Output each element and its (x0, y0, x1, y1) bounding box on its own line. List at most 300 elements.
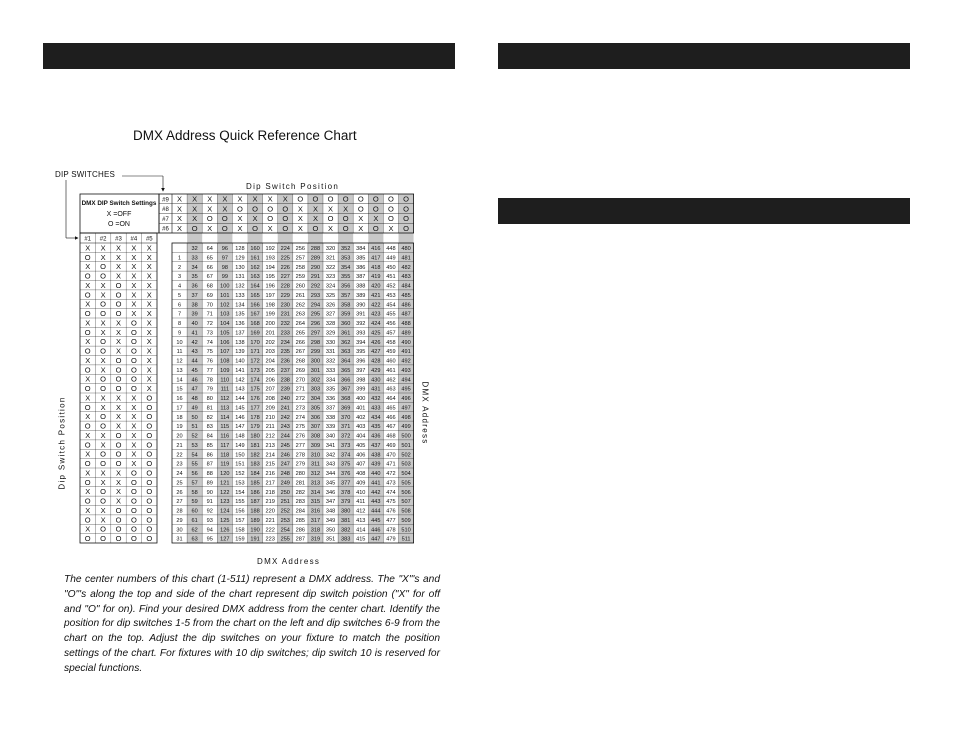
dmx-address-cell: 2 (177, 264, 182, 271)
dmx-address-cell: 212 (265, 433, 275, 440)
dmx-address-cell: 418 (371, 264, 381, 271)
left-switch-mark: X (146, 290, 152, 300)
dmx-address-cell: 72 (206, 321, 213, 327)
top-switch-mark: O (342, 223, 349, 233)
settings-legend-on: O =ON (108, 221, 130, 228)
left-switch-mark: O (100, 346, 107, 356)
dmx-address-cell: 180 (250, 433, 260, 440)
dmx-address-cell: 46 (191, 377, 198, 384)
left-switch-mark: X (146, 374, 152, 384)
dmx-address-cell: 82 (206, 414, 213, 421)
dmx-address-cell: 345 (325, 480, 336, 487)
left-switch-mark: X (100, 393, 106, 403)
dmx-address-cell: 142 (235, 377, 245, 384)
dmx-address-cell: 358 (340, 302, 351, 309)
dmx-address-cell: 305 (310, 405, 321, 412)
left-switch-mark: O (84, 477, 91, 487)
dmx-address-cell: 186 (250, 489, 260, 496)
left-switch-mark: X (115, 468, 122, 478)
dmx-address-cell: 165 (250, 292, 260, 299)
dmx-address-cell: 231 (280, 311, 290, 318)
left-switch-mark: X (115, 271, 122, 281)
dmx-address-cell: 353 (340, 255, 351, 262)
left-switch-mark: O (130, 515, 137, 525)
dmx-address-cell: 222 (265, 527, 275, 534)
dmx-address-cell: 36 (191, 283, 198, 290)
dmx-address-cell: 396 (356, 358, 366, 365)
dmx-address-cell: 126 (220, 527, 230, 534)
dmx-address-cell: 341 (325, 442, 336, 449)
left-switch-mark: X (146, 252, 152, 262)
dmx-address-cell: 260 (295, 283, 306, 290)
dmx-address-cell: 191 (250, 536, 260, 543)
dmx-address-cell: 105 (220, 330, 230, 337)
dmx-address-cell: 370 (340, 414, 351, 421)
dmx-address-cell: 307 (310, 424, 321, 431)
left-switch-mark: O (100, 449, 107, 459)
dmx-address-cell: 294 (310, 302, 321, 309)
dmx-address-cell: 125 (220, 517, 230, 524)
dmx-address-cell: 104 (220, 321, 230, 327)
dmx-address-cell: 327 (325, 311, 336, 318)
dmx-address-cell: 412 (356, 508, 366, 515)
dmx-address-cell: 32 (191, 246, 198, 252)
left-switch-mark: O (146, 505, 153, 515)
top-switch-mark: X (237, 223, 243, 233)
dmx-address-cell: 4 (177, 283, 182, 290)
dmx-address-cell: 392 (356, 321, 366, 327)
dmx-address-cell: 469 (386, 442, 396, 449)
dmx-address-cell: 39 (191, 311, 198, 318)
dmx-address-cell: 478 (386, 527, 396, 534)
dmx-address-cell: 383 (340, 536, 351, 543)
left-switch-mark: X (146, 262, 152, 272)
dmx-address-cell: 264 (295, 321, 306, 327)
top-switch-mark: X (297, 214, 303, 223)
top-switch-mark: X (388, 223, 394, 233)
dmx-address-cell: 249 (280, 480, 290, 487)
top-switch-mark: X (207, 223, 213, 233)
dmx-address-cell: 274 (295, 414, 306, 421)
dmx-address-cell: 263 (295, 311, 306, 318)
dmx-address-cell: 98 (221, 264, 228, 271)
dmx-address-cell: 483 (401, 274, 411, 281)
dmx-address-cell: 15 (176, 386, 183, 393)
top-switch-mark: X (207, 204, 213, 214)
left-switch-mark: X (85, 299, 91, 309)
dmx-address-cell: 360 (340, 321, 351, 327)
dmx-address-cell: 145 (235, 405, 245, 412)
dmx-address-cell: 449 (386, 255, 396, 262)
left-switch-mark: O (84, 496, 91, 506)
settings-legend-off: X =OFF (106, 210, 132, 218)
dmx-address-cell: 394 (356, 339, 366, 346)
dmx-address-cell: 193 (265, 255, 275, 262)
dmx-address-cell: 14 (176, 377, 183, 384)
top-switch-mark: X (192, 204, 198, 214)
dmx-address-cell: 185 (250, 480, 260, 487)
dmx-address-cell: 322 (325, 264, 336, 271)
dmx-address-cell: 473 (386, 480, 396, 487)
dmx-address-cell: 13 (176, 367, 183, 374)
dmx-address-cell: 497 (401, 405, 411, 412)
left-switch-mark: X (100, 280, 106, 290)
dmx-address-cell: 118 (220, 452, 230, 459)
dmx-address-cell: 6 (177, 302, 182, 309)
dmx-address-cell: 325 (325, 292, 336, 299)
dmx-address-cell: 297 (310, 330, 321, 337)
dmx-address-cell: 245 (280, 442, 290, 449)
dmx-address-cell: 350 (325, 527, 336, 534)
settings-legend-title: DMX DIP Switch Settings (81, 200, 157, 207)
dmx-address-cell: 10 (176, 339, 183, 346)
dmx-address-cell: 471 (386, 461, 396, 468)
dmx-address-cell: 349 (325, 517, 336, 524)
left-axis-label-text: Dip Switch Position (57, 396, 67, 490)
dmx-address-cell: 190 (250, 527, 260, 534)
dmx-address-cell: 208 (265, 396, 275, 402)
dmx-address-cell: 65 (206, 255, 213, 262)
top-switch-mark: X (343, 204, 349, 214)
dmx-address-cell: 448 (386, 246, 396, 252)
dmx-address-cell: 28 (176, 508, 183, 515)
dmx-address-cell: 404 (356, 433, 366, 440)
left-switch-mark: O (115, 430, 122, 440)
dmx-address-cell: 347 (325, 499, 336, 506)
dmx-address-cell: 132 (235, 283, 245, 290)
top-switch-mark: O (297, 194, 304, 204)
dmx-address-cell: 227 (280, 274, 290, 281)
dmx-address-cell: 486 (401, 302, 411, 309)
dmx-address-cell: 78 (206, 377, 213, 384)
dmx-address-cell: 161 (250, 255, 260, 262)
top-switch-mark: X (222, 204, 228, 214)
dmx-address-cell: 286 (295, 527, 306, 534)
dmx-address-cell: 91 (206, 499, 213, 506)
top-switch-mark: O (221, 223, 228, 233)
dmx-address-cell: 96 (221, 246, 228, 252)
dmx-address-cell: 17 (176, 405, 183, 412)
left-switch-mark: O (130, 318, 137, 328)
dmx-address-cell: 51 (191, 424, 198, 431)
dmx-address-cell: 147 (235, 424, 245, 431)
left-switch-mark: O (130, 337, 137, 347)
top-switch-mark: O (327, 194, 334, 204)
dmx-address-cell: 462 (386, 377, 396, 384)
dmx-address-cell: 128 (235, 246, 245, 252)
dmx-address-cell: 93 (206, 517, 213, 524)
left-switch-mark: X (100, 430, 106, 440)
left-switch-mark: O (146, 421, 153, 431)
dmx-address-cell: 272 (295, 396, 306, 402)
dmx-address-cell: 230 (280, 302, 290, 309)
dmx-address-cell: 216 (265, 471, 275, 477)
dmx-address-cell: 20 (176, 433, 183, 440)
left-switch-mark: O (130, 477, 137, 487)
dmx-address-cell: 197 (265, 292, 275, 299)
dmx-address-cell: 423 (371, 311, 381, 318)
dmx-address-cell: 364 (340, 358, 351, 365)
top-switch-header: #9 (162, 197, 169, 204)
left-switch-mark: O (100, 374, 107, 384)
dmx-address-cell: 351 (325, 536, 336, 543)
dmx-address-cell: 315 (310, 499, 321, 506)
top-switch-mark: X (252, 214, 258, 223)
dmx-address-cell: 488 (401, 321, 411, 327)
dmx-address-cell: 122 (220, 489, 230, 496)
dmx-address-cell: 244 (280, 433, 290, 440)
left-switch-mark: X (131, 440, 137, 450)
dmx-address-cell: 97 (221, 255, 228, 262)
left-switch-mark: X (85, 505, 91, 515)
dmx-address-cell: 100 (220, 283, 230, 290)
dmx-address-cell: 318 (310, 527, 321, 534)
dmx-address-cell: 509 (401, 517, 411, 524)
dmx-address-cell: 409 (356, 480, 366, 487)
dmx-address-cell: 326 (325, 302, 336, 309)
dmx-address-cell: 218 (265, 489, 275, 496)
top-switch-mark: X (297, 223, 303, 233)
dmx-address-cell: 385 (356, 255, 366, 262)
left-switch-mark: O (84, 384, 91, 394)
dmx-address-cell: 73 (206, 330, 213, 337)
dmx-address-cell: 183 (250, 461, 260, 468)
top-switch-mark: X (312, 204, 318, 214)
left-switch-mark: X (115, 421, 122, 431)
dmx-address-cell: 495 (401, 386, 411, 393)
dmx-address-cell: 200 (265, 321, 275, 327)
dmx-address-cell: 484 (401, 283, 411, 290)
dmx-address-cell: 64 (206, 246, 213, 252)
dmx-address-cell: 474 (386, 489, 396, 496)
left-switch-mark: X (115, 412, 122, 422)
dmx-address-cell: 402 (356, 414, 366, 421)
dmx-address-cell: 66 (206, 264, 213, 271)
top-switch-mark: O (327, 214, 334, 223)
dmx-address-cell: 320 (325, 246, 336, 252)
dmx-address-cell: 53 (191, 442, 198, 449)
dmx-address-cell: 248 (280, 471, 290, 477)
dmx-address-cell: 226 (280, 264, 290, 271)
left-switch-mark: O (84, 402, 91, 412)
left-switch-mark: X (146, 327, 152, 337)
top-switch-mark: X (177, 223, 183, 233)
left-switch-mark: X (100, 252, 106, 262)
left-switch-mark: O (130, 534, 137, 544)
left-switch-mark: X (100, 477, 106, 487)
dmx-address-cell: 204 (265, 358, 275, 365)
left-switch-mark: O (100, 309, 107, 319)
dmx-address-cell: 408 (356, 471, 366, 477)
dmx-address-cell: 52 (191, 433, 198, 440)
dmx-address-cell: 24 (176, 471, 183, 477)
left-switch-mark: O (115, 515, 122, 525)
dmx-address-cell: 266 (295, 339, 306, 346)
top-switch-mark: O (357, 194, 364, 204)
dmx-address-cell: 1 (177, 255, 182, 262)
left-switch-mark: O (130, 384, 137, 394)
dmx-address-cell: 134 (235, 302, 245, 309)
dmx-address-cell: 487 (401, 311, 411, 318)
left-switch-mark: O (115, 299, 122, 309)
dmx-address-cell: 420 (371, 283, 381, 290)
dmx-address-cell: 336 (325, 396, 336, 402)
top-switch-mark: X (328, 204, 334, 214)
dmx-address-cell: 140 (235, 358, 245, 365)
dmx-address-cell: 391 (356, 311, 366, 318)
left-switch-mark: O (146, 393, 153, 403)
dmx-address-cell: 505 (401, 480, 411, 487)
dmx-address-cell: 329 (325, 330, 336, 337)
left-switch-mark: X (100, 440, 106, 450)
dmx-address-cell: 267 (295, 349, 306, 356)
dmx-address-cell: 281 (295, 480, 306, 487)
left-switch-mark: O (84, 327, 91, 337)
dmx-address-cell: 335 (325, 386, 336, 393)
dmx-address-cell: 166 (250, 302, 260, 309)
left-switch-mark: O (84, 459, 91, 469)
dmx-address-cell: 192 (265, 246, 275, 252)
dmx-address-cell: 359 (340, 311, 351, 318)
dmx-address-cell: 238 (280, 377, 290, 384)
dmx-address-cell: 496 (401, 396, 411, 402)
top-switch-mark: X (177, 204, 183, 214)
dmx-address-cell: 369 (340, 405, 351, 412)
left-switch-mark: X (85, 393, 91, 403)
dmx-address-cell: 12 (176, 358, 183, 365)
dmx-address-cell: 455 (386, 311, 396, 318)
dmx-address-cell: 213 (265, 442, 275, 449)
dmx-address-cell: 499 (401, 424, 411, 431)
left-switch-mark: X (131, 421, 137, 431)
dmx-address-cell: 42 (191, 339, 198, 346)
dmx-address-cell: 221 (265, 517, 275, 524)
dmx-address-cell: 407 (356, 461, 366, 468)
dmx-address-cell: 338 (325, 414, 336, 421)
dmx-address-cell: 444 (371, 508, 381, 515)
dmx-address-cell: 273 (295, 405, 306, 412)
dmx-address-cell: 55 (191, 461, 198, 468)
left-switch-mark: O (130, 365, 137, 375)
left-switch-mark: X (85, 337, 91, 347)
dmx-address-cell: 278 (295, 452, 306, 459)
dmx-address-cell: 439 (371, 461, 381, 468)
dmx-address-cell: 70 (206, 302, 213, 309)
dmx-address-cell: 144 (235, 396, 245, 402)
dmx-address-cell: 339 (325, 424, 336, 431)
dmx-address-cell: 337 (325, 405, 336, 412)
dmx-address-cell: 30 (176, 527, 183, 534)
dmx-address-cell: 84 (206, 433, 213, 440)
left-switch-mark: X (131, 243, 137, 253)
dmx-address-cell: 468 (386, 433, 396, 440)
dmx-address-cell: 304 (310, 396, 321, 402)
dmx-address-cell: 40 (191, 321, 198, 327)
left-switch-mark: X (115, 337, 122, 347)
dmx-address-cell: 324 (325, 283, 336, 290)
dmx-address-cell: 188 (250, 508, 260, 515)
dmx-address-cell: 289 (310, 255, 321, 262)
left-switch-mark: X (115, 402, 122, 412)
dmx-address-cell: 393 (356, 330, 366, 337)
top-switch-mark: X (358, 223, 364, 233)
left-switch-mark: O (84, 346, 91, 356)
dmx-address-cell: 300 (310, 358, 321, 365)
dmx-address-cell: 277 (295, 442, 306, 449)
left-switch-mark: X (85, 280, 91, 290)
left-switch-mark: X (131, 459, 137, 469)
dmx-address-cell: 138 (235, 339, 245, 346)
top-switch-header: #6 (162, 226, 169, 233)
dmx-address-cell: 101 (220, 292, 230, 299)
left-switch-mark: O (146, 534, 153, 544)
dmx-address-cell: 361 (340, 330, 351, 337)
top-switch-mark: O (403, 214, 409, 223)
dmx-address-cell: 146 (235, 414, 245, 421)
dmx-address-cell: 446 (371, 527, 381, 534)
dmx-address-cell: 424 (371, 321, 381, 327)
dmx-address-cell: 429 (371, 367, 381, 374)
left-switch-mark: X (85, 374, 91, 384)
dmx-address-cell: 454 (386, 302, 396, 309)
left-switch-mark: O (146, 412, 153, 422)
left-switch-mark: O (100, 487, 107, 497)
dmx-address-cell: 403 (356, 424, 366, 431)
dmx-address-cell: 49 (191, 405, 198, 412)
dmx-address-cell: 133 (235, 292, 245, 299)
top-switch-mark: O (312, 223, 319, 233)
dmx-address-cell: 453 (386, 292, 396, 299)
left-switch-mark: X (115, 477, 122, 487)
dmx-address-cell: 268 (295, 358, 306, 365)
dmx-address-cell: 502 (401, 452, 411, 459)
dmx-address-cell: 282 (295, 489, 306, 496)
dmx-address-cell: 33 (191, 255, 198, 262)
dmx-address-cell: 379 (340, 499, 351, 506)
dmx-address-cell: 302 (310, 377, 321, 384)
dmx-address-cell: 110 (220, 377, 230, 384)
dmx-address-cell: 158 (235, 527, 245, 534)
left-switch-mark: O (146, 459, 153, 469)
dmx-address-cell: 381 (340, 517, 351, 524)
dmx-address-cell: 296 (310, 321, 321, 327)
dmx-address-cell: 237 (280, 367, 290, 374)
dmx-address-cell: 493 (401, 367, 411, 374)
dmx-address-cell: 366 (340, 377, 351, 384)
dmx-address-cell: 48 (191, 396, 198, 402)
dmx-address-cell: 75 (206, 349, 213, 356)
dmx-address-cell: 348 (325, 508, 336, 515)
dmx-address-cell: 275 (295, 424, 306, 431)
dmx-address-cell: 378 (340, 489, 351, 496)
dmx-address-cell: 257 (295, 255, 306, 262)
left-switch-mark: X (85, 449, 91, 459)
dmx-address-cell: 259 (295, 274, 306, 281)
dmx-address-cell: 171 (250, 349, 260, 356)
dmx-address-cell: 176 (250, 396, 260, 402)
dmx-address-cell: 373 (340, 442, 351, 449)
top-switch-mark: X (358, 214, 364, 223)
dmx-address-cell: 460 (386, 358, 396, 365)
dmx-address-cell: 508 (401, 508, 411, 515)
dmx-address-cell: 387 (356, 274, 366, 281)
left-switch-mark: O (146, 496, 153, 506)
left-switch-mark: O (146, 449, 153, 459)
left-switch-mark: X (115, 393, 122, 403)
dmx-address-cell: 239 (280, 386, 290, 393)
left-switch-mark: X (131, 412, 137, 422)
dmx-address-cell: 211 (265, 424, 275, 431)
